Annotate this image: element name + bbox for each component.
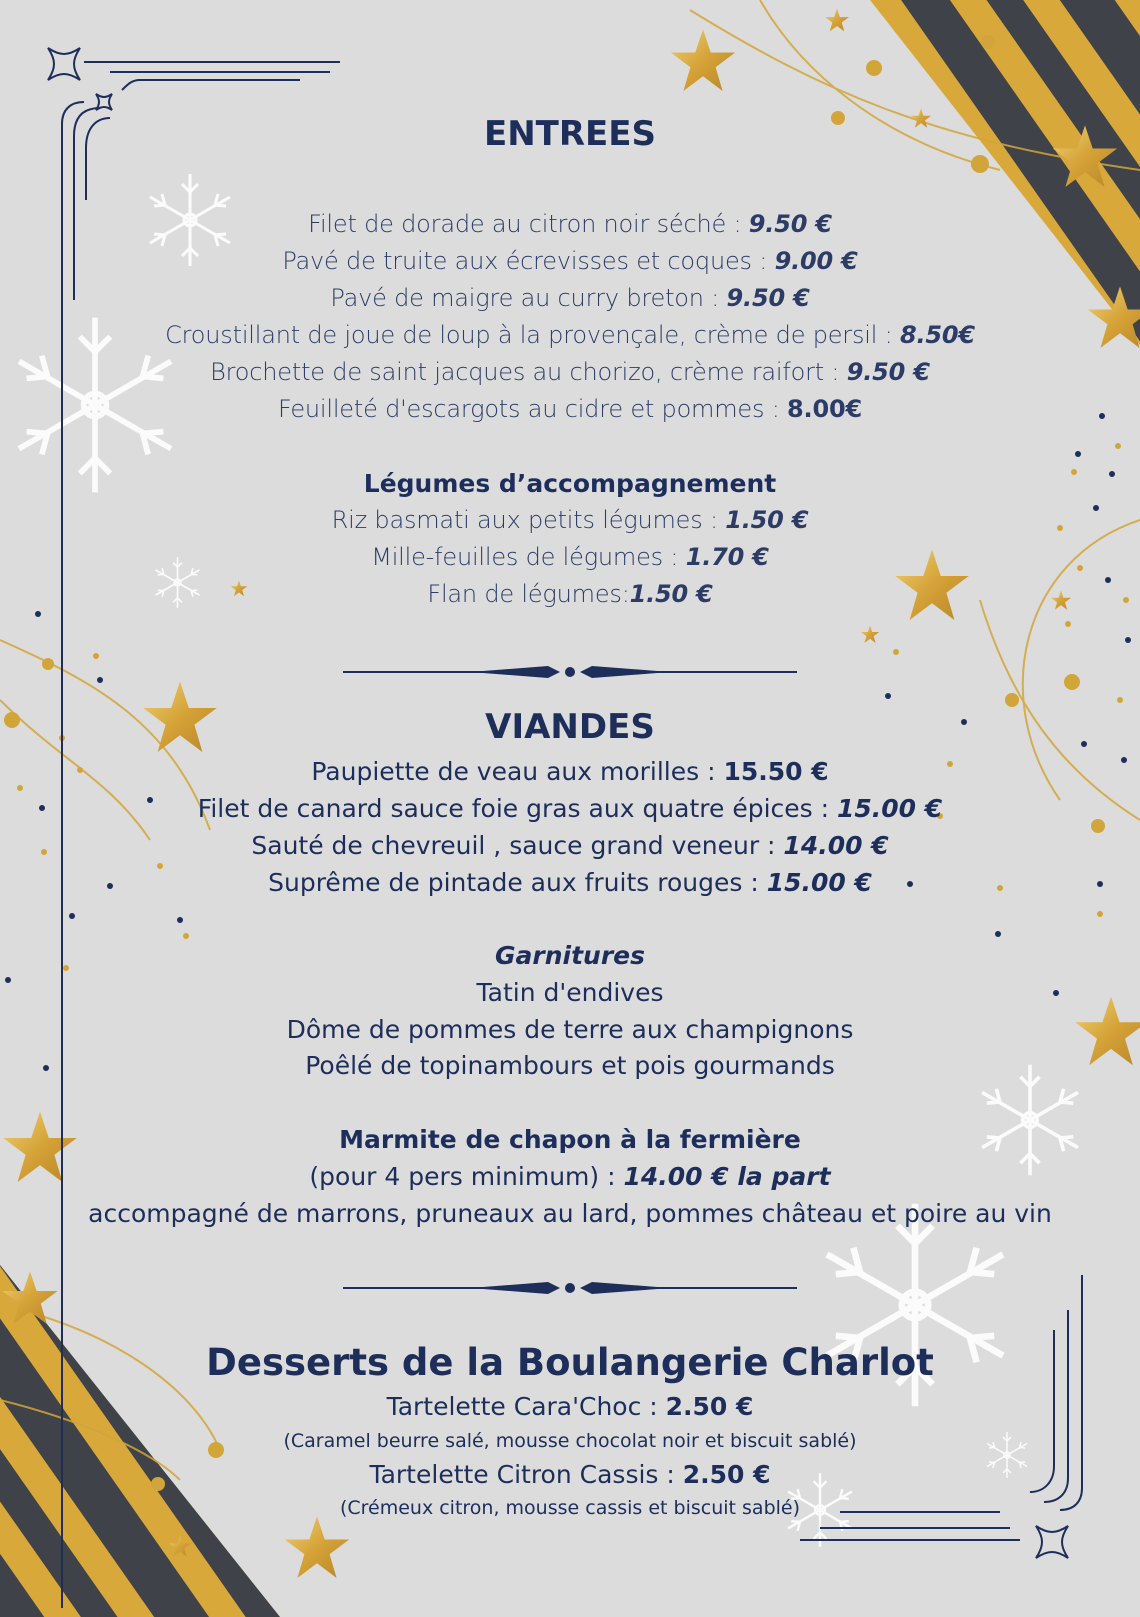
menu-item: Sauté de chevreuil , sauce grand veneur : 14.00 € — [251, 831, 889, 860]
dessert-description: (Crémeux citron, mousse cassis et biscuit sablé) — [339, 1497, 801, 1519]
section-title-desserts: Desserts de la Boulangerie Charlot — [206, 1341, 934, 1384]
menu-item: Filet de dorade au citron noir séché : 9.50 € — [308, 210, 832, 238]
menu-item: Suprême de pintade aux fruits rouges : 15.00 € — [268, 868, 872, 897]
item-price: 15.00 € — [837, 794, 943, 823]
dessert-item: Tartelette Citron Cassis : 2.50 € — [369, 1460, 771, 1489]
section-title-marmite: Marmite de chapon à la fermière — [339, 1125, 801, 1154]
menu-item: Pavé de maigre au curry breton : 9.50 € — [330, 284, 810, 312]
menu-item: Croustillant de joue de loup à la provençale, crème de persil : 8.50€ — [165, 321, 975, 349]
menu-item: Paupiette de veau aux morilles : 15.50 € — [311, 757, 829, 786]
divider-2 — [343, 1282, 797, 1294]
marmite-description: accompagné de marrons, pruneaux au lard, pommes château et poire au vin — [88, 1199, 1052, 1228]
menu-item: Flan de légumes:1.50 € — [427, 580, 713, 608]
marmite-price-line: (pour 4 pers minimum) : 14.00 € la part — [309, 1162, 831, 1191]
menu-item: Pavé de truite aux écrevisses et coques : 9.00 € — [282, 247, 858, 275]
section-title-legumes: Légumes d’accompagnement — [363, 469, 777, 498]
item-price: 14.00 € — [783, 831, 889, 860]
garniture-item: Poêlé de topinambours et pois gourmands — [305, 1051, 835, 1080]
item-price: 8.50€ — [899, 321, 975, 349]
dessert-item: Tartelette Cara'Choc : 2.50 € — [386, 1392, 754, 1421]
item-price: 2.50 € — [682, 1460, 771, 1489]
item-price: 15.00 € — [766, 868, 872, 897]
item-price: 9.50 € — [748, 210, 832, 238]
menu-item: Riz basmati aux petits légumes : 1.50 € — [331, 506, 809, 534]
section-title-viandes: VIANDES — [485, 707, 655, 747]
item-price: 15.50 € — [723, 757, 829, 786]
section-title-garnitures: Garnitures — [495, 941, 645, 970]
item-price: 2.50 € — [665, 1392, 754, 1421]
menu-item: Feuilleté d'escargots au cidre et pommes : 8.00€ — [278, 395, 862, 423]
section-title-entrees: ENTREES — [484, 114, 656, 154]
item-price: 14.00 € la part — [623, 1162, 831, 1191]
item-price: 9.00 € — [774, 247, 858, 275]
garniture-item: Dôme de pommes de terre aux champignons — [286, 1015, 854, 1044]
item-price: 1.50 € — [725, 506, 809, 534]
item-price: 8.00€ — [787, 395, 862, 423]
item-price: 9.50 € — [846, 358, 930, 386]
menu-item: Filet de canard sauce foie gras aux quatre épices : 15.00 € — [197, 794, 943, 823]
menu-item: Mille-feuilles de légumes : 1.70 € — [371, 543, 769, 571]
garniture-item: Tatin d'endives — [476, 978, 664, 1007]
item-price: 1.70 € — [685, 543, 769, 571]
menu-item: Brochette de saint jacques au chorizo, crème raifort : 9.50 € — [210, 358, 930, 386]
item-price: 9.50 € — [726, 284, 810, 312]
dessert-description: (Caramel beurre salé, mousse chocolat noir et biscuit sablé) — [283, 1430, 857, 1452]
divider-1 — [343, 666, 797, 678]
item-price: 1.50 € — [629, 580, 713, 608]
